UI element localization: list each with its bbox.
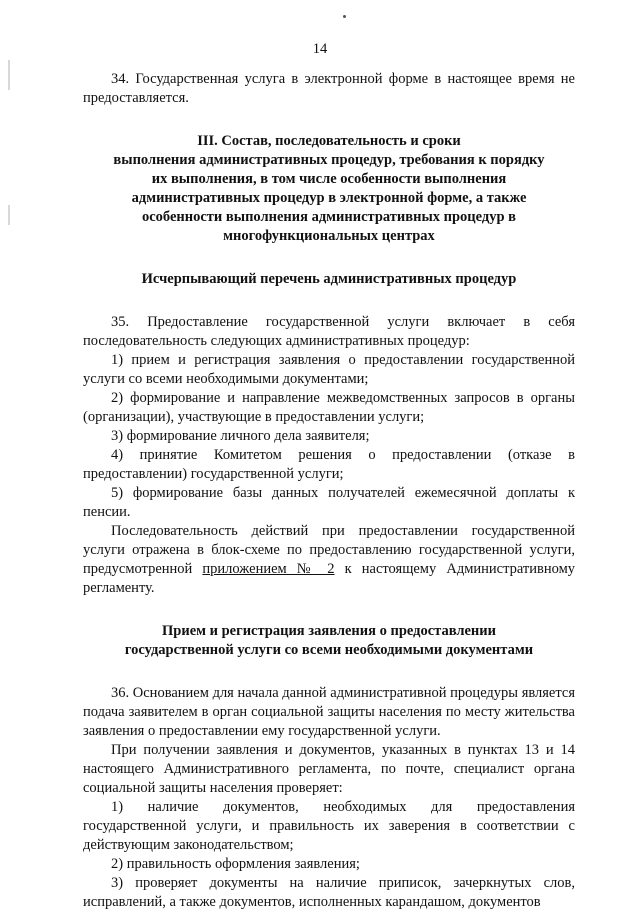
list-item: 2) формирование и направление межведомственных запросов в органы (организации), участвующие в предоставлении услуги; <box>83 390 575 425</box>
section-title-line: административных процедур в электронной форме, а также <box>131 190 527 206</box>
section-title-line: их выполнения, в том числе особенности выполнения <box>151 171 507 187</box>
scan-speck <box>343 15 346 18</box>
section-title-line: III. Состав, последовательность и сроки <box>197 133 461 149</box>
document-body <box>83 70 575 912</box>
scan-margin-mark <box>8 205 10 225</box>
section-title <box>83 132 575 246</box>
list-item: 3) проверяет документы на наличие приписок, зачеркнутых слов, исправлений, а также документов, исполненных карандашом, документов <box>83 875 575 910</box>
paragraph-34: 34. Государственная услуга в электронной форме в настоящее время не предоставляется. <box>83 71 575 106</box>
paragraph-36: 36. Основанием для начала данной административной процедуры является подача заявителем в орган социальной защиты населения по месту жительства заявления о предоставлении ему государственной услуги. <box>83 685 575 739</box>
list-item: 2) правильность оформления заявления; <box>111 856 360 872</box>
paragraph-36b: При получении заявления и документов, указанных в пунктах 13 и 14 настоящего Административного регламента, по почте, специалист органа социальной защиты населения проверяет: <box>83 742 575 796</box>
list-item: 1) наличие документов, необходимых для предоставления государственной услуги, и правильность их заверения в соответствии с действующим законодательством; <box>83 799 575 853</box>
subsection-title-2 <box>83 622 575 660</box>
section-title-line: многофункциональных центрах <box>223 228 435 244</box>
section-title-line: выполнения административных процедур, требования к порядку <box>113 152 545 168</box>
subsection-title: Исчерпывающий перечень административных процедур <box>141 271 517 287</box>
section-title-line: особенности выполнения административных процедур в <box>141 209 517 225</box>
paragraph-sequence <box>83 522 575 598</box>
subsection-title-line: государственной услуги со всеми необходимыми документами <box>124 642 534 658</box>
paragraph-35: 35. Предоставление государственной услуги включает в себя последовательность следующих административных процедур: <box>83 314 575 349</box>
subsection-title-line: Прием и регистрация заявления о предоставлении <box>162 623 496 639</box>
sequence-text-end: к настоящему Административному регламенту. <box>83 561 576 596</box>
list-item: 3) формирование личного дела заявителя; <box>111 428 370 444</box>
list-item: 1) прием и регистрация заявления о предоставлении государственной услуги со всеми необходимыми документами; <box>83 352 575 387</box>
appendix-link[interactable]: приложением № 2 <box>202 561 335 577</box>
list-item: 5) формирование базы данных получателей ежемесячной доплаты к пенсии. <box>83 485 575 520</box>
sequence-text: Последовательность действий при предоставлении государственной услуги отражена в блок-схеме по предоставлению государственной услуги, предусмотренной <box>83 523 575 577</box>
list-item: 4) принятие Комитетом решения о предоставлении (отказе в предоставлении) государственной услуги; <box>83 447 575 482</box>
page-number: 14 <box>312 41 328 57</box>
scan-margin-mark <box>8 60 10 90</box>
